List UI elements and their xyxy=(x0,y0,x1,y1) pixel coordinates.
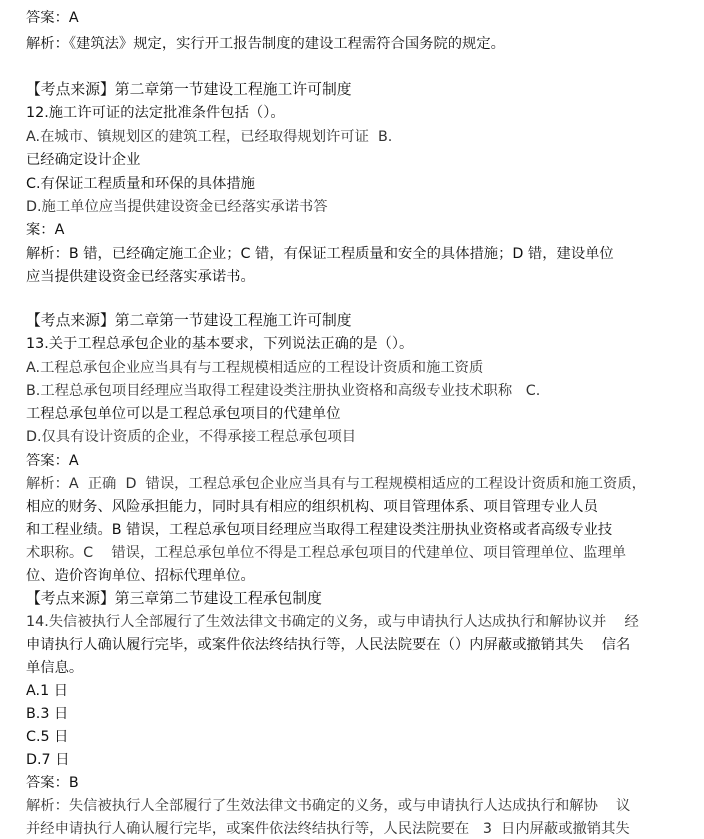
answer: 答案：B xyxy=(26,775,79,791)
text-line: D.仅具有设计资质的企业，不得承接工程总承包项目 xyxy=(26,429,357,445)
text-line: 相应的财务、风险承担能力，同时具有相应的组织机构、项目管理体系、项目管理专业人员 xyxy=(26,499,598,515)
question: 12.施工许可证的法定批准条件包括（）。 xyxy=(26,105,285,121)
source-heading: 【考点来源】第二章第一节建设工程施工许可制度 xyxy=(26,312,352,329)
text-line: 位、造价咨询单位、招标代理单位。 xyxy=(26,568,255,584)
text-line: D.7 日 xyxy=(26,752,70,768)
text-line: 解析：B 错，已经确定施工企业；C 错，有保证工程质量和安全的具体措施；D 错，建设单位 xyxy=(26,246,614,262)
analysis: 解析：《建筑法》规定，实行开工报告制度的建设工程需符合国务院的规定。 xyxy=(26,36,505,52)
text-line: 术职称。C 错误，工程总承包单位不得是工程总承包项目的代建单位、项目管理单位、监理单 xyxy=(26,545,627,561)
text-line: A.1 日 xyxy=(26,683,69,699)
text-line: B.3 日 xyxy=(26,706,69,722)
text-line: A.工程总承包企业应当具有与工程规模相适应的工程设计资质和施工资质 xyxy=(26,360,484,376)
text-line: 单信息。 xyxy=(26,660,84,676)
text-line: 并经申请执行人确认履行完毕，或案件依法终结执行等，人民法院要在 3 日内屏蔽或撤销其失 xyxy=(26,821,630,837)
text-line: 工程总承包单位可以是工程总承包项目的代建单位 xyxy=(26,406,341,422)
source-heading: 【考点来源】第二章第一节建设工程施工许可制度 xyxy=(26,81,352,98)
answer: 答案：A xyxy=(26,10,79,26)
text-line: C.有保证工程质量和环保的具体措施 xyxy=(26,176,255,192)
text-line: 案：A xyxy=(26,222,65,238)
text-line: A.在城市、镇规划区的建筑工程，已经取得规划许可证 B. xyxy=(26,129,393,145)
text-line: 和工程业绩。B 错误，工程总承包项目经理应当取得工程建设类注册执业资格或者高级专业技 xyxy=(26,522,613,538)
text-line: 已经确定设计企业 xyxy=(26,152,141,168)
analysis: 解析：A 正确 D 错误，工程总承包企业应当具有与工程规模相适应的工程设计资质和施工资质， xyxy=(26,476,646,492)
text-line: C.5 日 xyxy=(26,729,69,745)
text-line: 申请执行人确认履行完毕，或案件依法终结执行等，人民法院要在（）内屏蔽或撤销其失 信名 xyxy=(26,637,631,653)
text-line: D.施工单位应当提供建设资金已经落实承诺书答 xyxy=(26,199,328,215)
text-line: 应当提供建设资金已经落实承诺书。 xyxy=(26,269,255,285)
question: 13.关于工程总承包企业的基本要求，下列说法正确的是（）。 xyxy=(26,336,414,352)
answer: 答案：A xyxy=(26,453,79,469)
analysis: 解析：失信被执行人全部履行了生效法律文书确定的义务，或与申请执行人达成执行和解协 议 xyxy=(26,798,631,814)
source-heading: 【考点来源】第三章第二节建设工程承包制度 xyxy=(26,590,322,607)
question: 14.失信被执行人全部履行了生效法律文书确定的义务，或与申请执行人达成执行和解协议并 经 xyxy=(26,614,639,630)
text-line: B.工程总承包项目经理应当取得工程建设类注册执业资格和高级专业技术职称 C. xyxy=(26,383,541,399)
